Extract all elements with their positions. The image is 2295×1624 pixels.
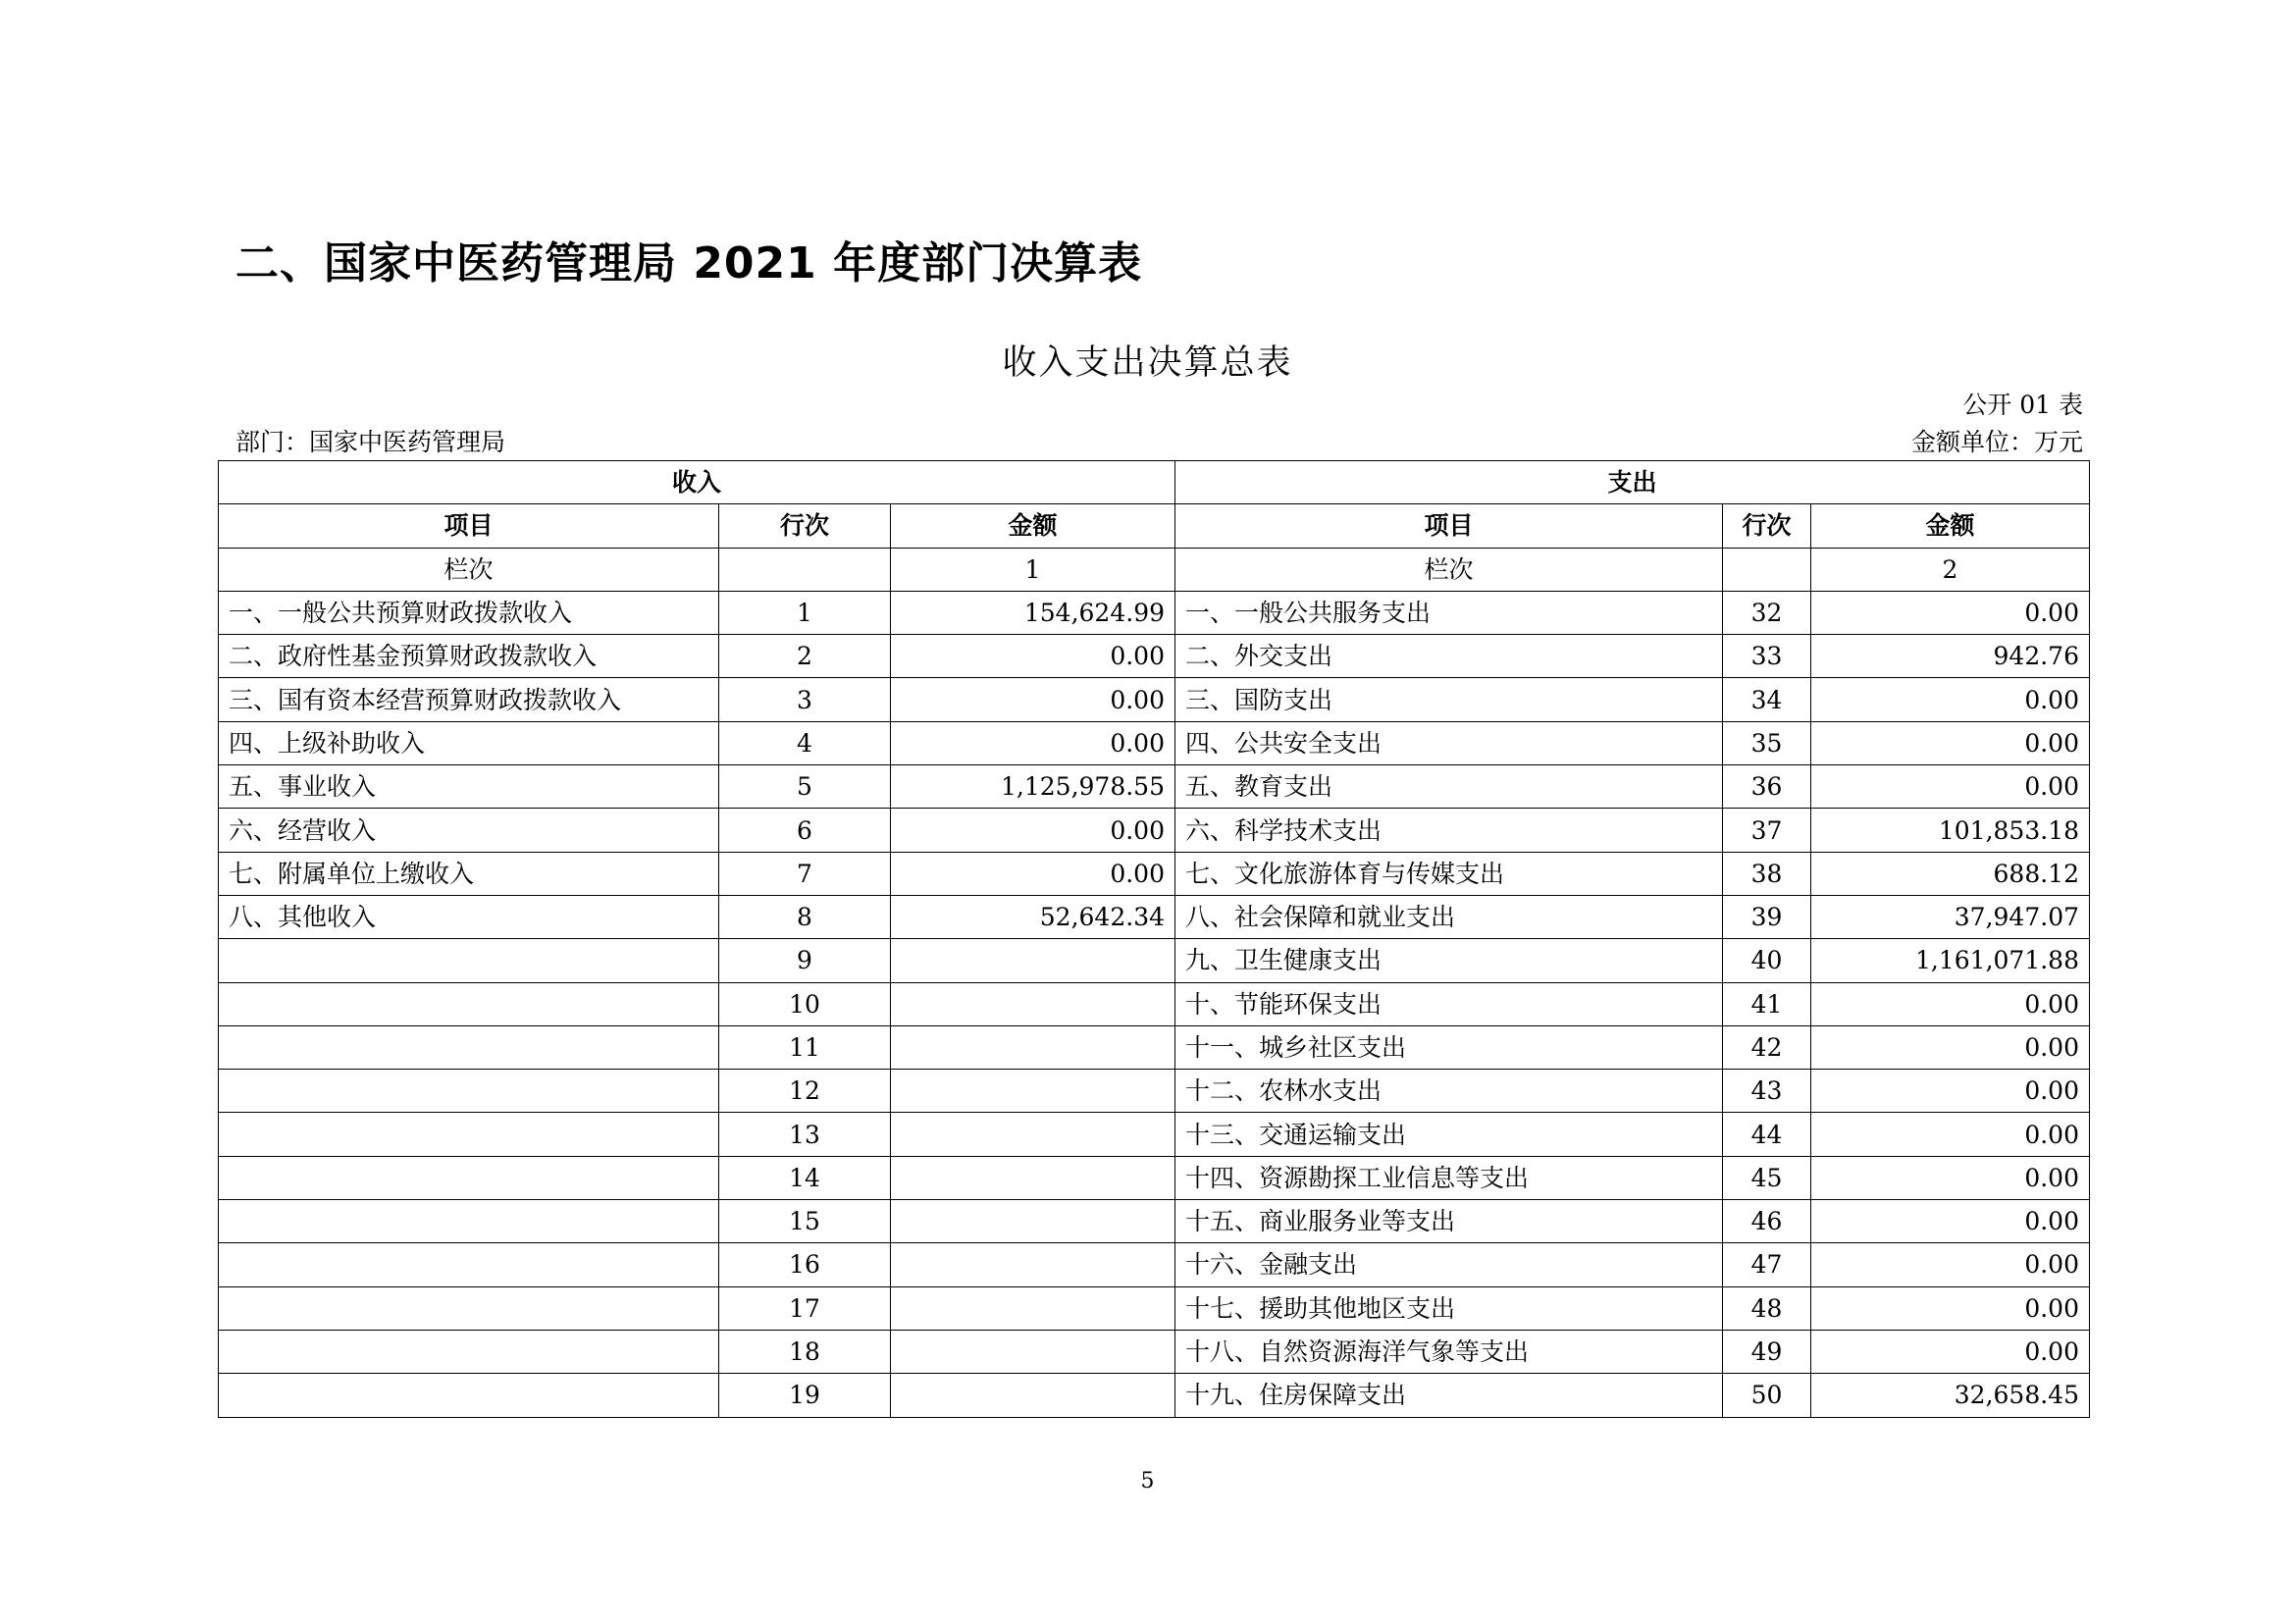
expense-item-cell: 十七、援助其他地区支出 xyxy=(1175,1286,1723,1330)
income-row-no-cell: 13 xyxy=(719,1113,891,1156)
expense-amount-cell: 0.00 xyxy=(1811,1243,2090,1286)
table-row xyxy=(219,591,2090,634)
income-item-cell xyxy=(219,1330,719,1373)
income-amount-cell xyxy=(891,1286,1175,1330)
income-item-cell xyxy=(219,1374,719,1417)
table-group-header-row xyxy=(219,461,2090,504)
table-row xyxy=(219,1025,2090,1069)
income-item-cell: 六、经营收入 xyxy=(219,809,719,852)
expense-row-no-cell: 44 xyxy=(1723,1113,1811,1156)
income-row-no-cell: 9 xyxy=(719,939,891,982)
table-row xyxy=(219,678,2090,721)
income-row-no-blank xyxy=(719,548,891,591)
expense-row-no-cell: 32 xyxy=(1723,591,1811,634)
income-item-cell: 八、其他收入 xyxy=(219,895,719,938)
table-row xyxy=(219,852,2090,895)
expense-row-no-header: 行次 xyxy=(1723,504,1811,548)
expense-item-header: 项目 xyxy=(1175,504,1723,548)
table-row xyxy=(219,635,2090,678)
income-amount-cell xyxy=(891,1374,1175,1417)
income-item-cell xyxy=(219,1286,719,1330)
expense-item-cell: 十八、自然资源海洋气象等支出 xyxy=(1175,1330,1723,1373)
income-amount-cell xyxy=(891,1200,1175,1243)
income-row-no-cell: 17 xyxy=(719,1286,891,1330)
table-row xyxy=(219,895,2090,938)
income-group-header: 收入 xyxy=(219,461,1175,504)
income-row-no-cell: 4 xyxy=(719,721,891,764)
expense-item-cell: 三、国防支出 xyxy=(1175,678,1723,721)
income-amount-cell: 0.00 xyxy=(891,635,1175,678)
expense-item-cell: 六、科学技术支出 xyxy=(1175,809,1723,852)
table-title: 收入支出决算总表 xyxy=(1002,343,1293,383)
income-amount-cell: 0.00 xyxy=(891,809,1175,852)
income-amount-cell xyxy=(891,939,1175,982)
income-row-no-cell: 1 xyxy=(719,591,891,634)
income-amount-cell: 52,642.34 xyxy=(891,895,1175,938)
expense-row-no-cell: 33 xyxy=(1723,635,1811,678)
table-row xyxy=(219,809,2090,852)
column-number-row xyxy=(219,548,2090,591)
income-row-no-cell: 18 xyxy=(719,1330,891,1373)
expense-amount-cell: 942.76 xyxy=(1811,635,2090,678)
income-row-no-cell: 5 xyxy=(719,765,891,809)
expense-amount-cell: 37,947.07 xyxy=(1811,895,2090,938)
expense-amount-header: 金额 xyxy=(1811,504,2090,548)
expense-item-cell: 十六、金融支出 xyxy=(1175,1243,1723,1286)
expense-item-cell: 十、节能环保支出 xyxy=(1175,982,1723,1025)
income-item-cell xyxy=(219,1025,719,1069)
income-amount-cell xyxy=(891,1243,1175,1286)
income-row-no-cell: 19 xyxy=(719,1374,891,1417)
table-row xyxy=(219,1113,2090,1156)
expense-item-cell: 十五、商业服务业等支出 xyxy=(1175,1200,1723,1243)
expense-row-no-cell: 40 xyxy=(1723,939,1811,982)
income-column-label: 栏次 xyxy=(219,548,719,591)
expense-row-no-cell: 35 xyxy=(1723,721,1811,764)
expense-item-cell: 十四、资源勘探工业信息等支出 xyxy=(1175,1156,1723,1199)
expense-row-no-cell: 37 xyxy=(1723,809,1811,852)
income-amount-cell xyxy=(891,1156,1175,1199)
expense-row-no-cell: 43 xyxy=(1723,1070,1811,1113)
income-item-cell xyxy=(219,1243,719,1286)
expense-amount-cell: 32,658.45 xyxy=(1811,1374,2090,1417)
section-title: 二、国家中医药管理局 2021 年度部门决算表 xyxy=(235,238,1143,288)
income-amount-cell xyxy=(891,1070,1175,1113)
income-item-cell: 三、国有资本经营预算财政拨款收入 xyxy=(219,678,719,721)
department-label: 部门：国家中医药管理局 xyxy=(235,428,506,456)
income-expense-table xyxy=(218,460,2090,1418)
expense-amount-cell: 0.00 xyxy=(1811,721,2090,764)
income-item-header: 项目 xyxy=(219,504,719,548)
expense-row-no-cell: 46 xyxy=(1723,1200,1811,1243)
income-column-number: 1 xyxy=(891,548,1175,591)
income-item-cell xyxy=(219,939,719,982)
income-amount-cell xyxy=(891,982,1175,1025)
income-row-no-cell: 16 xyxy=(719,1243,891,1286)
expense-row-no-cell: 47 xyxy=(1723,1243,1811,1286)
income-item-cell: 七、附属单位上缴收入 xyxy=(219,852,719,895)
income-item-cell: 一、一般公共预算财政拨款收入 xyxy=(219,591,719,634)
table-row xyxy=(219,1286,2090,1330)
expense-item-cell: 十三、交通运输支出 xyxy=(1175,1113,1723,1156)
income-item-cell xyxy=(219,982,719,1025)
table-row xyxy=(219,1243,2090,1286)
expense-row-no-cell: 39 xyxy=(1723,895,1811,938)
expense-amount-cell: 0.00 xyxy=(1811,1025,2090,1069)
expense-amount-cell: 688.12 xyxy=(1811,852,2090,895)
expense-amount-cell: 0.00 xyxy=(1811,765,2090,809)
income-row-no-cell: 12 xyxy=(719,1070,891,1113)
expense-row-no-cell: 42 xyxy=(1723,1025,1811,1069)
expense-item-cell: 五、教育支出 xyxy=(1175,765,1723,809)
table-column-header-row xyxy=(219,504,2090,548)
table-row xyxy=(219,765,2090,809)
income-amount-cell: 0.00 xyxy=(891,852,1175,895)
table-row xyxy=(219,1070,2090,1113)
expense-amount-cell: 0.00 xyxy=(1811,1070,2090,1113)
table-row xyxy=(219,1330,2090,1373)
income-row-no-cell: 10 xyxy=(719,982,891,1025)
expense-item-cell: 九、卫生健康支出 xyxy=(1175,939,1723,982)
income-item-cell: 二、政府性基金预算财政拨款收入 xyxy=(219,635,719,678)
expense-row-no-cell: 38 xyxy=(1723,852,1811,895)
expense-item-cell: 一、一般公共服务支出 xyxy=(1175,591,1723,634)
income-amount-cell xyxy=(891,1113,1175,1156)
income-row-no-cell: 14 xyxy=(719,1156,891,1199)
expense-item-cell: 八、社会保障和就业支出 xyxy=(1175,895,1723,938)
income-row-no-cell: 8 xyxy=(719,895,891,938)
table-row xyxy=(219,721,2090,764)
expense-row-no-cell: 49 xyxy=(1723,1330,1811,1373)
page-number: 5 xyxy=(1140,1469,1155,1493)
expense-row-no-cell: 50 xyxy=(1723,1374,1811,1417)
income-amount-cell xyxy=(891,1025,1175,1069)
expense-amount-cell: 0.00 xyxy=(1811,1156,2090,1199)
table-row xyxy=(219,1200,2090,1243)
income-row-no-cell: 2 xyxy=(719,635,891,678)
income-row-no-cell: 15 xyxy=(719,1200,891,1243)
expense-amount-cell: 1,161,071.88 xyxy=(1811,939,2090,982)
income-row-no-cell: 6 xyxy=(719,809,891,852)
income-amount-cell xyxy=(891,1330,1175,1373)
income-item-cell xyxy=(219,1113,719,1156)
expense-item-cell: 十一、城乡社区支出 xyxy=(1175,1025,1723,1069)
expense-item-cell: 四、公共安全支出 xyxy=(1175,721,1723,764)
income-item-cell xyxy=(219,1200,719,1243)
table-row xyxy=(219,982,2090,1025)
income-amount-cell: 154,624.99 xyxy=(891,591,1175,634)
income-row-no-cell: 7 xyxy=(719,852,891,895)
form-number: 公开 01 表 xyxy=(1962,391,2083,419)
income-amount-cell: 0.00 xyxy=(891,678,1175,721)
income-item-cell xyxy=(219,1156,719,1199)
income-row-no-cell: 11 xyxy=(719,1025,891,1069)
table-body xyxy=(219,591,2090,1417)
income-amount-cell: 1,125,978.55 xyxy=(891,765,1175,809)
income-amount-cell: 0.00 xyxy=(891,721,1175,764)
expense-item-cell: 七、文化旅游体育与传媒支出 xyxy=(1175,852,1723,895)
table-row xyxy=(219,1374,2090,1417)
expense-amount-cell: 0.00 xyxy=(1811,1330,2090,1373)
expense-row-no-cell: 45 xyxy=(1723,1156,1811,1199)
income-item-cell: 四、上级补助收入 xyxy=(219,721,719,764)
income-item-cell xyxy=(219,1070,719,1113)
amount-unit-label: 金额单位：万元 xyxy=(1910,428,2083,456)
expense-row-no-cell: 34 xyxy=(1723,678,1811,721)
expense-item-cell: 二、外交支出 xyxy=(1175,635,1723,678)
expense-amount-cell: 0.00 xyxy=(1811,982,2090,1025)
expense-group-header: 支出 xyxy=(1175,461,2090,504)
expense-amount-cell: 0.00 xyxy=(1811,1286,2090,1330)
expense-row-no-cell: 36 xyxy=(1723,765,1811,809)
income-row-no-cell: 3 xyxy=(719,678,891,721)
table-row xyxy=(219,939,2090,982)
expense-amount-cell: 101,853.18 xyxy=(1811,809,2090,852)
table-row xyxy=(219,1156,2090,1199)
income-item-cell: 五、事业收入 xyxy=(219,765,719,809)
expense-item-cell: 十二、农林水支出 xyxy=(1175,1070,1723,1113)
expense-amount-cell: 0.00 xyxy=(1811,1113,2090,1156)
income-amount-header: 金额 xyxy=(891,504,1175,548)
expense-row-no-cell: 48 xyxy=(1723,1286,1811,1330)
expense-amount-cell: 0.00 xyxy=(1811,1200,2090,1243)
expense-amount-cell: 0.00 xyxy=(1811,591,2090,634)
expense-amount-cell: 0.00 xyxy=(1811,678,2090,721)
expense-column-number: 2 xyxy=(1811,548,2090,591)
expense-item-cell: 十九、住房保障支出 xyxy=(1175,1374,1723,1417)
expense-row-no-cell: 41 xyxy=(1723,982,1811,1025)
expense-column-label: 栏次 xyxy=(1175,548,1723,591)
income-row-no-header: 行次 xyxy=(719,504,891,548)
expense-row-no-blank xyxy=(1723,548,1811,591)
